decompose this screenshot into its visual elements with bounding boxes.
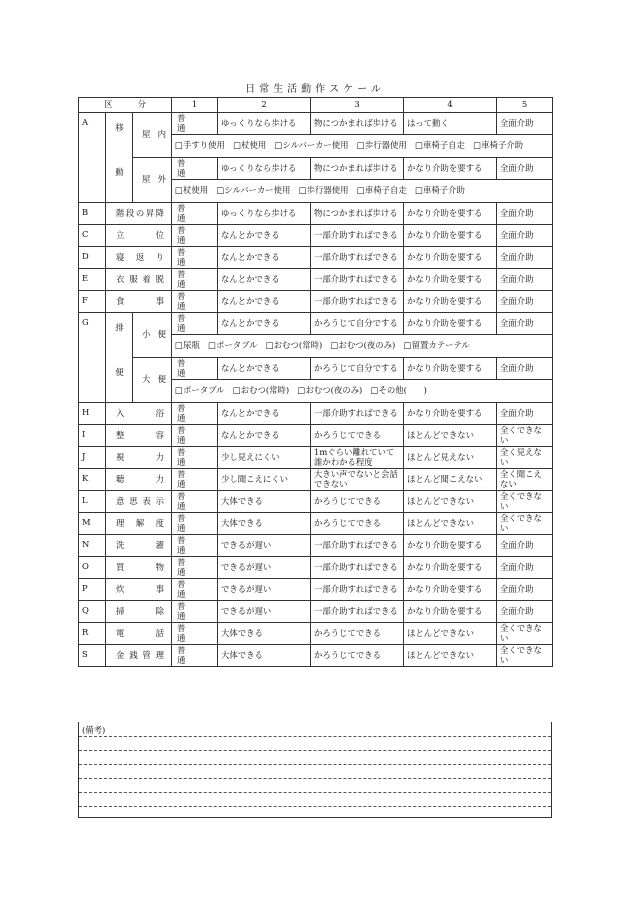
row-a-indoor <box>79 113 553 135</box>
cell-level-2: なんとかできる <box>218 313 311 335</box>
row-label: 寝返り <box>106 247 172 269</box>
cell-level-2: できるが遅い <box>218 535 311 557</box>
cell-level-2: できるが遅い <box>218 557 311 579</box>
cell-level-2: 少し聞こえにくい <box>218 469 311 491</box>
cell-level-1: 普 通 <box>172 447 218 469</box>
sub-label-stool: 大便 <box>133 358 172 403</box>
row-label: 立位 <box>106 225 172 247</box>
cell-level-1: 普 通 <box>172 491 218 513</box>
row-code: O <box>79 557 106 579</box>
cell-level-3: 一部介助すればできる <box>311 601 404 623</box>
cell-level-1: 普 通 <box>172 513 218 535</box>
cell-level-1: 普 通 <box>172 623 218 645</box>
cell-level-1: 普 通 <box>172 579 218 601</box>
cell-level-4: ほとんどできない <box>404 623 497 645</box>
cell-level-1: 普 通 <box>172 247 218 269</box>
cell-level-3: かろうじてできる <box>311 425 404 447</box>
cell-level-2: ゆっくりなら歩ける <box>218 113 311 135</box>
remarks-box <box>78 722 552 818</box>
row-code: G <box>79 313 106 403</box>
row-code: I <box>79 425 106 447</box>
row-i <box>79 425 553 447</box>
row-code: K <box>79 469 106 491</box>
cell-level-3: 物につかまれば歩ける <box>311 203 404 225</box>
header-level-1: 1 <box>172 98 218 113</box>
cell-level-5: 全面介助 <box>497 158 553 180</box>
cell-level-4: ほとんどできない <box>404 513 497 535</box>
row-label: 炊事 <box>106 579 172 601</box>
cell-level-4: かなり介助を要する <box>404 535 497 557</box>
cell-level-1: 普 通 <box>172 225 218 247</box>
cell-level-1: 普 通 <box>172 291 218 313</box>
cell-level-4: ほとんどできない <box>404 491 497 513</box>
row-p <box>79 579 553 601</box>
row-code: A <box>79 113 106 203</box>
row-code: Q <box>79 601 106 623</box>
cell-level-5: 全くできない <box>497 623 553 645</box>
cell-level-1: 普 通 <box>172 557 218 579</box>
remarks-line <box>79 736 551 737</box>
cell-level-1: 普 通 <box>172 203 218 225</box>
adl-scale-table <box>78 97 553 667</box>
row-main-label: 排 便 <box>114 322 125 391</box>
row-label: 聴力 <box>106 469 172 491</box>
row-label: 整容 <box>106 425 172 447</box>
row-code: C <box>79 225 106 247</box>
row-code: N <box>79 535 106 557</box>
cell-level-4: ほとんどできない <box>404 645 497 667</box>
cell-level-4: かなり介助を要する <box>404 313 497 335</box>
sub-label-urine: 小便 <box>133 313 172 358</box>
row-label: 電話 <box>106 623 172 645</box>
row-code: D <box>79 247 106 269</box>
row-code: S <box>79 645 106 667</box>
cell-level-2: なんとかできる <box>218 247 311 269</box>
cell-level-5: 全面介助 <box>497 358 553 380</box>
row-label: 視力 <box>106 447 172 469</box>
cell-level-4: ほとんど聞こえない <box>404 469 497 491</box>
options-urine: □尿瓶 □ポータブル □おむつ(常時) □おむつ(夜のみ) □留置カテーテル <box>172 335 553 358</box>
options-indoor: □手すり使用 □杖使用 □シルバーカー使用 □歩行器使用 □車椅子自走 □車椅子介助 <box>172 135 553 158</box>
row-k <box>79 469 553 491</box>
cell-level-3: 一部介助すればできる <box>311 291 404 313</box>
row-e <box>79 269 553 291</box>
row-a-outdoor <box>79 158 553 180</box>
row-code: F <box>79 291 106 313</box>
row-s <box>79 645 553 667</box>
cell-level-5: 全くできない <box>497 425 553 447</box>
cell-level-2: なんとかできる <box>218 358 311 380</box>
cell-level-2: 大体できる <box>218 645 311 667</box>
simple-rows <box>79 403 553 667</box>
cell-level-2: ゆっくりなら歩ける <box>218 203 311 225</box>
row-o <box>79 557 553 579</box>
row-n <box>79 535 553 557</box>
cell-level-3: 大きい声でないと会話できない <box>311 469 404 491</box>
row-code: E <box>79 269 106 291</box>
row-main-label: 移 動 <box>114 122 125 191</box>
cell-level-5: 全面介助 <box>497 601 553 623</box>
cell-level-4: はって動く <box>404 113 497 135</box>
cell-level-3: 一部介助すればできる <box>311 269 404 291</box>
cell-level-4: かなり介助を要する <box>404 291 497 313</box>
row-label: 買物 <box>106 557 172 579</box>
cell-level-3: 一部介助すればできる <box>311 557 404 579</box>
cell-level-4: かなり介助を要する <box>404 225 497 247</box>
cell-level-3: 1mぐらい離れていて誰かわかる程度 <box>311 447 404 469</box>
cell-level-4: かなり介助を要する <box>404 403 497 425</box>
row-code: B <box>79 203 106 225</box>
cell-level-4: かなり介助を要する <box>404 579 497 601</box>
row-label: 理解度 <box>106 513 172 535</box>
cell-level-5: 全面介助 <box>497 403 553 425</box>
cell-level-3: 一部介助すればできる <box>311 225 404 247</box>
row-label: 意思表示 <box>106 491 172 513</box>
row-r <box>79 623 553 645</box>
cell-level-5: 全くできない <box>497 513 553 535</box>
cell-level-5: 全く見えない <box>497 447 553 469</box>
sub-label-outdoor: 屋外 <box>133 158 172 203</box>
cell-level-4: かなり介助を要する <box>404 158 497 180</box>
row-l <box>79 491 553 513</box>
cell-level-2: なんとかできる <box>218 225 311 247</box>
cell-level-5: 全面介助 <box>497 269 553 291</box>
cell-level-2: 大体できる <box>218 513 311 535</box>
row-j <box>79 447 553 469</box>
cell-level-1: 普 通 <box>172 113 218 135</box>
cell-level-5: 全面介助 <box>497 535 553 557</box>
cell-level-2: なんとかできる <box>218 425 311 447</box>
cell-level-4: かなり介助を要する <box>404 557 497 579</box>
cell-level-5: 全面介助 <box>497 557 553 579</box>
cell-level-3: 物につかまれば歩ける <box>311 158 404 180</box>
cell-level-1: 普 通 <box>172 469 218 491</box>
row-g-urine <box>79 313 553 335</box>
cell-level-1: 普 通 <box>172 269 218 291</box>
row-label: 食事 <box>106 291 172 313</box>
cell-level-5: 全面介助 <box>497 291 553 313</box>
row-label: 掃除 <box>106 601 172 623</box>
cell-level-1: 普 通 <box>172 403 218 425</box>
cell-level-3: かろうじて自分でする <box>311 313 404 335</box>
header-level-3: 3 <box>311 98 404 113</box>
row-b <box>79 203 553 225</box>
row-c <box>79 225 553 247</box>
cell-level-5: 全面介助 <box>497 313 553 335</box>
cell-level-4: ほとんど見えない <box>404 447 497 469</box>
remarks-line <box>79 792 551 793</box>
row-code: L <box>79 491 106 513</box>
cell-level-1: 普 通 <box>172 645 218 667</box>
cell-level-3: かろうじて自分でする <box>311 358 404 380</box>
cell-level-4: かなり介助を要する <box>404 601 497 623</box>
cell-level-5: 全面介助 <box>497 247 553 269</box>
cell-level-4: かなり介助を要する <box>404 247 497 269</box>
cell-level-3: かろうじてできる <box>311 645 404 667</box>
row-f <box>79 291 553 313</box>
sub-label-indoor: 屋内 <box>133 113 172 158</box>
cell-level-3: 一部介助すればできる <box>311 535 404 557</box>
row-h <box>79 403 553 425</box>
cell-level-2: できるが遅い <box>218 601 311 623</box>
cell-level-1: 普 通 <box>172 601 218 623</box>
cell-level-3: 一部介助すればできる <box>311 403 404 425</box>
row-code: H <box>79 403 106 425</box>
remarks-line <box>79 806 551 807</box>
page-title: 日常生活動作スケール <box>245 84 385 95</box>
row-code: M <box>79 513 106 535</box>
cell-level-3: かろうじてできる <box>311 623 404 645</box>
cell-level-2: なんとかできる <box>218 403 311 425</box>
cell-level-2: なんとかできる <box>218 291 311 313</box>
header-level-5: 5 <box>497 98 553 113</box>
row-d <box>79 247 553 269</box>
cell-level-5: 全くできない <box>497 645 553 667</box>
header-level-4: 4 <box>404 98 497 113</box>
row-label: 金銭管理 <box>106 645 172 667</box>
cell-level-4: ほとんどできない <box>404 425 497 447</box>
cell-level-1: 普 通 <box>172 158 218 180</box>
cell-level-3: かろうじてできる <box>311 513 404 535</box>
cell-level-2: 大体できる <box>218 623 311 645</box>
header-kubun: 区 分 <box>79 98 172 113</box>
header-level-2: 2 <box>218 98 311 113</box>
options-stool: □ポータブル □おむつ(常時) □おむつ(夜のみ) □その他( ) <box>172 380 553 403</box>
remarks-line <box>79 750 551 751</box>
cell-level-4: かなり介助を要する <box>404 269 497 291</box>
cell-level-5: 全面介助 <box>497 579 553 601</box>
cell-level-1: 普 通 <box>172 425 218 447</box>
cell-level-1: 普 通 <box>172 535 218 557</box>
cell-level-5: 全くできない <box>497 491 553 513</box>
row-code: J <box>79 447 106 469</box>
cell-level-2: 少し見えにくい <box>218 447 311 469</box>
row-label: 入浴 <box>106 403 172 425</box>
cell-level-2: なんとかできる <box>218 269 311 291</box>
row-g-stool <box>79 358 553 380</box>
remarks-label: (備考) <box>82 725 106 735</box>
cell-level-1: 普 通 <box>172 313 218 335</box>
row-q <box>79 601 553 623</box>
cell-level-3: 一部介助すればできる <box>311 247 404 269</box>
cell-level-5: 全面介助 <box>497 225 553 247</box>
cell-level-2: できるが遅い <box>218 579 311 601</box>
cell-level-5: 全く聞こえない <box>497 469 553 491</box>
remarks-line <box>79 778 551 779</box>
cell-level-2: 大体できる <box>218 491 311 513</box>
cell-level-3: 一部介助すればできる <box>311 579 404 601</box>
row-label: 階段の昇降 <box>106 203 172 225</box>
cell-level-5: 全面介助 <box>497 113 553 135</box>
cell-level-2: ゆっくりなら歩ける <box>218 158 311 180</box>
cell-level-3: かろうじてできる <box>311 491 404 513</box>
cell-level-4: かなり介助を要する <box>404 203 497 225</box>
cell-level-5: 全面介助 <box>497 203 553 225</box>
remarks-line <box>79 764 551 765</box>
cell-level-4: かなり介助を要する <box>404 358 497 380</box>
row-code: R <box>79 623 106 645</box>
row-label: 洗濯 <box>106 535 172 557</box>
options-outdoor: □杖使用 □シルバーカー使用 □歩行器使用 □車椅子自走 □車椅子介助 <box>172 180 553 203</box>
row-label: 衣服着脱 <box>106 269 172 291</box>
cell-level-1: 普 通 <box>172 358 218 380</box>
header-row <box>79 98 553 113</box>
row-m <box>79 513 553 535</box>
cell-level-3: 物につかまれば歩ける <box>311 113 404 135</box>
row-code: P <box>79 579 106 601</box>
